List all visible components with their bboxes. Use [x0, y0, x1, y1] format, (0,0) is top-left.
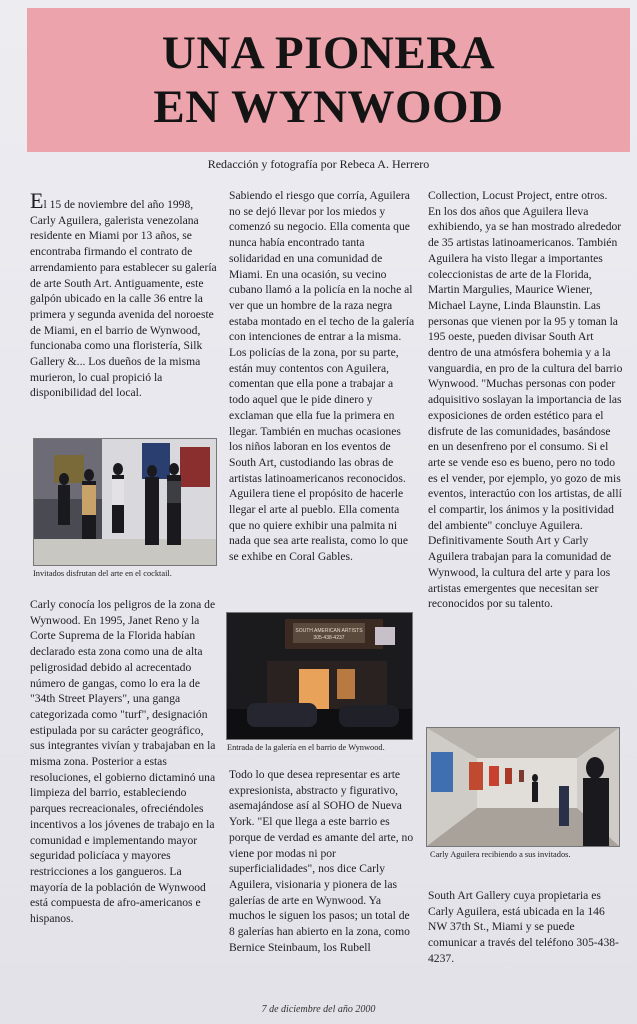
footer-date: 7 de diciembre del año 2000	[261, 1004, 376, 1015]
carly-photo-image	[427, 728, 619, 846]
col1-paragraph-2: Carly conocía los peligros de la zona de Wynwood. En 1995, Janet Reno y la Corte Suprema de la Florida habían declarado esta zona como una de alta peligrosidad debido al acrecentado número de gangas, como lo era la de "34th Street Players", una ganga categorizada como "turf", designación estipulada por su carácter geográfico, sus integrantes vivían y trabajaban en la misma zona. Posterior a estas resoluciones, el gobierno dictaminó una limpieza del barrio, estableciendo parques recreacionales, ofreciéndoles incentivos a los jóvenes de trabajo en la comunidad e implementando mayor seguridad policíaca y mayores restricciones a los gangueros. La mayoría de la población de Wynwood está compuesta de afro-americanos e hispanos.	[30, 598, 216, 926]
sign-phone: 305-438-4237	[313, 635, 345, 641]
sign-text: SOUTH AMERICAN ARTISTS	[295, 628, 363, 634]
byline: Redacción y fotografía por Rebeca A. Herrero	[207, 157, 430, 171]
col1-paragraph-1	[30, 188, 220, 401]
column-2-top	[229, 188, 415, 565]
carly-caption: Carly Aguilera recibiendo a sus invitados.	[430, 850, 571, 859]
cocktail-photo-image	[34, 439, 216, 565]
col3-paragraph-3: South Art Gallery cuya propietaria es Carly Aguilera, está ubicada en la 146 NW 37th St., Miami y se puede comunicar a través del teléfono 305-438-4237.	[428, 889, 619, 965]
column-2-bottom	[229, 767, 415, 955]
col3-paragraph-2: En los dos años que Aguilera lleva exhibiendo, ya se han mostrado alrededor de 35 artistas latinoamericanos. También Aguilera ha visto llegar a importantes coleccionistas de arte de la Florida, Martin Margulies, Maurice Wiener, Michael Layne, Linda Blaunstin. Las personas que vienen por la 95 y toman la 195 oeste, pueden divisar South Art dentro de una atmósfera bohemia y a la vanguardia, en pro de la cultura del barrio Wynwood. "Muchas personas con poder adquisitivo soslayan la importancia de las exposiciones de orden estético para el disfrute de las comunidades, basándose en un desenfreno por el consumo. Si el arte se vende eso es bueno, pero no todo es el vender, por ejemplo, yo gozo de mis eventos, interactúo con los artistas, de allí el compartir, los ánimos y la positividad del ambiente" concluye Aguilera. Definitivamente South Art y Carly Aguilera trabajan para la comunidad de Wynwood, la cultura del arte y para los artistas emergentes que necesitan ser reconocidos por su talento.	[428, 204, 623, 611]
headline-line-2: EN WYNWOOD	[153, 81, 504, 133]
column-1-top	[30, 188, 220, 401]
drop-cap: E	[30, 188, 44, 213]
column-3-bottom	[428, 888, 623, 967]
headline-box	[27, 8, 630, 152]
column-3-top	[428, 188, 623, 612]
cocktail-caption: Invitados disfrutan del arte en el cocktail.	[33, 569, 172, 578]
column-1-bottom	[30, 597, 220, 927]
cocktail-photo	[33, 438, 217, 566]
col3-paragraph-1: Collection, Locust Project, entre otros.	[428, 189, 608, 202]
col2-paragraph-2: Todo lo que desea representar es arte expresionista, abstracto y figurativo, asemajándose así al SOHO de Nueva York. "El que llega a este barrio es porque de verdad es amante del arte, no viene por modas ni por superficialidades", nos dice Carly Aguilera, visionaria y pionera de las galerías de arte en Wynwood. Ya muchos le siguen los pasos; un total de 8 galerías han abierto en la zona, como Bernice Steinbaum, los Rubell	[229, 768, 414, 954]
gallery-entrance-photo	[226, 612, 413, 740]
entrance-caption: Entrada de la galería en el barrio de Wynwood.	[227, 743, 385, 752]
headline-line-1: UNA PIONERA	[161, 27, 496, 79]
gallery-entrance-image	[227, 613, 412, 739]
col1-paragraph-1-text: l 15 de noviembre del año 1998, Carly Aguilera, galerista venezolana residente en Miami por 13 años, se encontraba firmando el contrato de arrendamiento para establecer su galería de arte South Art. Antiguamente, este galpón ubicado en la calle 36 entre la primera y segunda avenida del noroeste de Miami, en el barrio de Wynwood, funcionaba como una floristería, Silk Gallery &... Los dueños de la misma murieron, lo cual propició la disponibilidad del local.	[30, 198, 217, 400]
carly-photo	[426, 727, 620, 847]
col2-paragraph-1: Sabiendo el riesgo que corría, Aguilera no se dejó llevar por los miedos y comenzó su negocio. Ella comenta que nunca había encontrado tanta solidaridad en una comunidad de Miami. En una ocasión, su vecino cubano llamó a la policía en la noche al ver que un hombre de la raza negra estaba montado en el techo de la galería con intenciones de entrar a la misma. Los policías de la zona, por su parte, están muy contentos con Aguilera, comentan que ella pone a trabajar a todo aquel que le pide dinero y exclaman que ella fue la primera en llegar. También en muchas ocasiones los niños laboran en los eventos de South Art, custodiando las obras de artistas latinoamericanos reconocidos. Aguilera tiene el propósito de hacerle llegar el arte al pueblo. Ella comenta que no quiere exhibir una palmita ni nada que sea arte realista, como lo que se exhibe en Coral Gables.	[229, 189, 415, 564]
